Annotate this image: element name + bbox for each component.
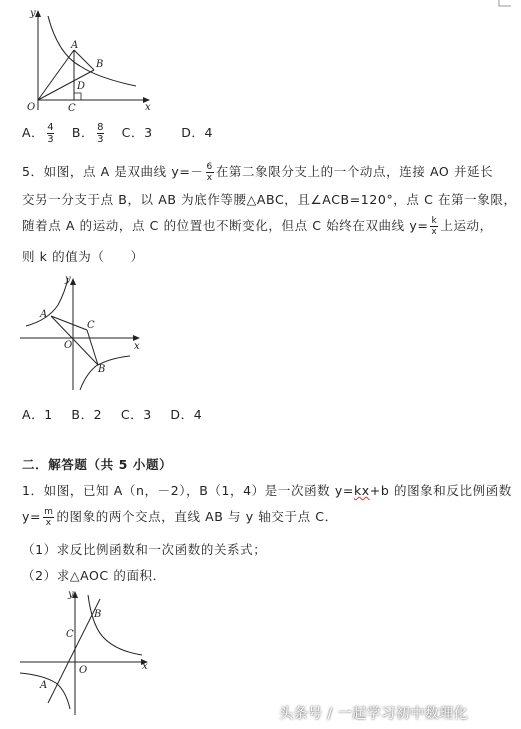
q5-option-b[interactable]: B．2 [71,407,103,422]
fig1-label-a: A [71,40,79,51]
figure-1 [18,4,158,114]
q5-l1-den: x [206,173,213,183]
q5-line-2: 交另一分支于点 B，以 AB 为底作等腰△ABC，且∠ACB=120°，点 C 在第一象限， [22,192,517,207]
fig1-label-d: D [77,81,86,92]
q5-l3-post: 上运动， [440,218,493,233]
fig1-label-x: x [145,102,151,113]
q5-line-4: 则 k 的值为（ ） [22,249,144,264]
p1-l2-den: x [45,518,52,528]
fig2-label-c: C [87,320,95,331]
q4-option-a[interactable] [22,122,62,145]
q4-b-den: 3 [97,134,105,145]
p1-l2-pre: y= [22,509,42,524]
p1-line-1 [22,481,512,499]
q4-option-b-label: B． [71,125,95,140]
q4-b-num: 8 [97,122,105,133]
q4-options [22,122,213,145]
fig1-label-y: y [30,8,36,19]
q5-line-3 [22,216,493,237]
q4-option-c[interactable]: C．3 [121,125,153,140]
corner-mark [498,0,512,10]
fig1-label-c: C [68,103,76,114]
watermark: 头条号 / 一起学习初中数理化 [279,706,469,722]
q4-a-num: 4 [47,122,55,133]
fig1-label-b: B [96,59,104,70]
q5-l1-num: 6 [206,162,213,172]
section-title: 二．解答题（共 5 小题） [22,457,173,472]
q5-options [22,405,202,423]
fig3-label-o: O [79,665,88,676]
q5-l3-den: x [431,227,438,237]
fig3-label-y: y [68,589,74,600]
p1-l2-num: m [44,507,54,517]
q5-l1-fraction [206,162,214,183]
q5-l3-fraction [430,216,438,237]
p1-line-4: （2）求△AOC 的面积． [22,568,166,583]
fig3-label-c: C [66,629,74,640]
p1-line-2 [22,507,338,528]
fig3-label-x: x [142,661,148,672]
q5-option-a[interactable]: A．1 [22,407,53,422]
fig1-label-o: O [27,102,36,113]
fig3-label-a: A [40,680,48,691]
figure-2 [18,270,148,395]
fig2-label-b: B [98,364,106,375]
figure-3 [18,585,158,720]
fig2-label-x: x [134,341,140,352]
q5-l3-pre: 随着点 A 的运动，点 C 的位置也不断变化，但点 C 始终在双曲线 y= [22,218,429,233]
p1-l1-pre: 1．如图，已知 A（n，－2），B（1，4）是一次函数 y= [22,483,354,498]
fig2-label-a: A [40,309,48,320]
p1-l2-fraction [43,507,54,528]
q4-option-b[interactable] [71,122,112,145]
q4-option-a-label: A． [22,125,45,140]
q5-option-d[interactable]: D．4 [170,407,203,422]
p1-l1-kx: kx [353,483,370,498]
q5-l1-post: 在第二象限分支上的一个动点，连接 AO 并延长 [215,164,494,179]
q4-option-b-fraction [97,122,104,145]
p1-line-3: （1）求反比例函数和一次函数的关系式； [22,542,267,557]
q5-l1-pre: 5．如图，点 A 是双曲线 y=－ [22,164,204,179]
q4-a-den: 3 [47,134,55,145]
q4-option-a-fraction [47,122,54,145]
fig3-label-b: B [94,609,102,620]
fig2-label-o: O [64,340,73,351]
p1-l1-post: +b 的图象和反比例函数 [369,483,512,498]
fig2-label-y: y [65,274,71,285]
q4-option-d[interactable]: D．4 [181,125,214,140]
q5-l3-num: k [431,216,438,226]
p1-l2-post: 的图象的两个交点，直线 AB 与 y 轴交于点 C． [56,509,338,524]
q5-line-1 [22,162,493,183]
q5-option-c[interactable]: C．3 [120,407,152,422]
